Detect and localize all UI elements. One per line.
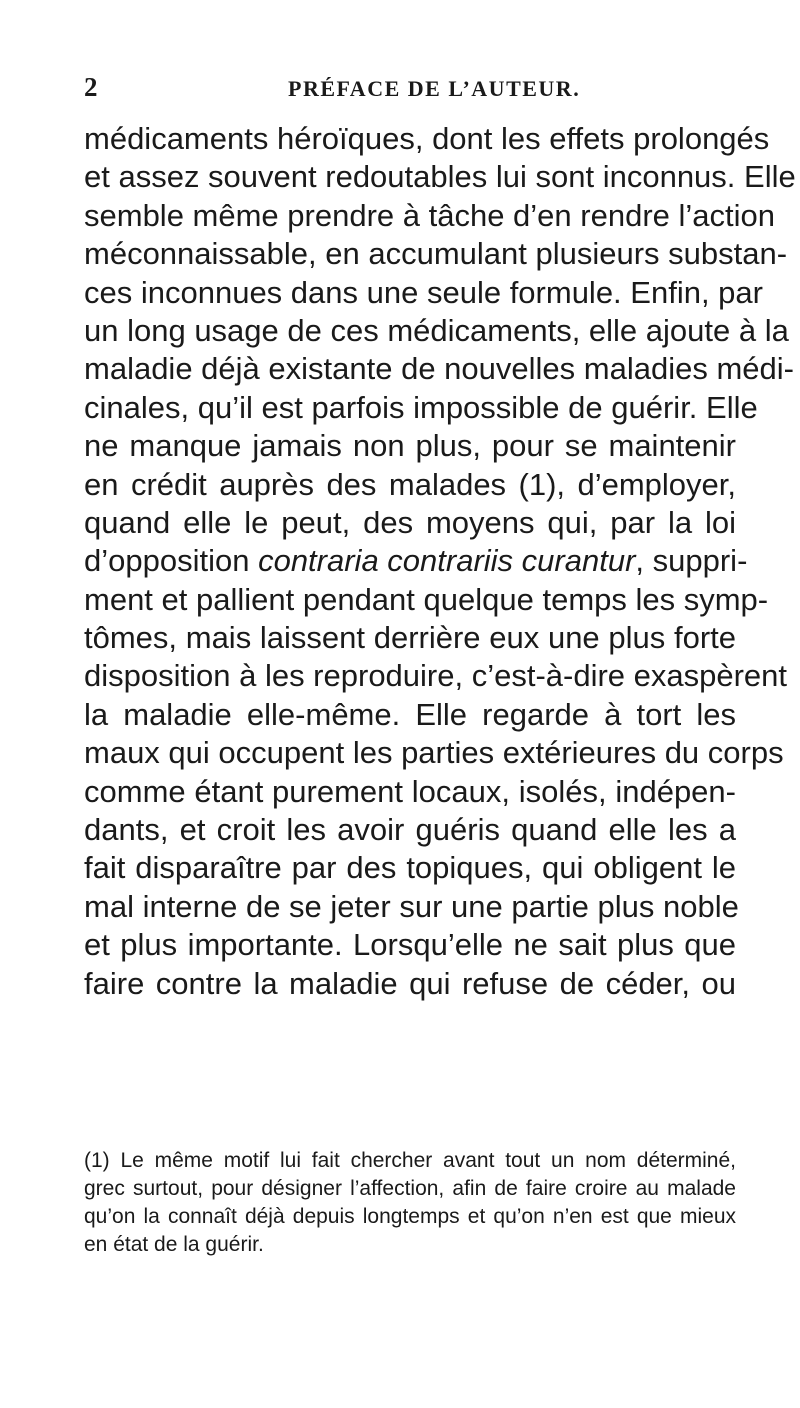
text-line: en crédit auprès des malades (1), d’employer, [84, 466, 736, 502]
text-line: cinales, qu’il est parfois impossible de guérir. Elle [84, 389, 758, 425]
text-line-latin-maxim [84, 542, 748, 580]
text-before-italic: d’opposition [84, 543, 259, 579]
running-title: PRÉFACE DE L’AUTEUR. [288, 76, 581, 101]
text-line: la maladie elle-même. Elle regarde à tort les [84, 696, 736, 732]
text-line: et assez souvent redoutables lui sont inconnus. Elle [84, 159, 796, 195]
page-header [84, 72, 734, 112]
footnote-line: en état de la guérir. [84, 1233, 264, 1256]
text-line: mal interne de se jeter sur une partie plus noble [84, 888, 739, 924]
footnote-line: qu’on la connaît déjà depuis longtemps et qu’on n’en est que mieux [84, 1205, 736, 1228]
text-after-italic: , suppri- [635, 543, 748, 579]
text-line: maux qui occupent les parties extérieures du corps [84, 735, 784, 771]
text-line: méconnaissable, en accumulant plusieurs substan- [84, 236, 788, 272]
text-line: ne manque jamais non plus, pour se maintenir [84, 428, 736, 464]
page-number: 2 [84, 72, 98, 102]
text-line: maladie déjà existante de nouvelles maladies médi- [84, 351, 794, 387]
text-line: médicaments héroïques, dont les effets prolongés [84, 121, 770, 156]
text-line: semble même prendre à tâche d’en rendre l’action [84, 197, 775, 233]
text-line: tômes, mais laissent derrière eux une plus forte [84, 620, 736, 656]
footnote-line: grec surtout, pour désigner l’affection, afin de faire croire au malade [84, 1177, 736, 1200]
text-line: comme étant purement locaux, isolés, indépen- [84, 773, 736, 809]
text-line: fait disparaître par des topiques, qui obligent le [84, 850, 736, 886]
text-line: et plus importante. Lorsqu’elle ne sait plus que [84, 927, 736, 963]
text-line: disposition à les reproduire, c’est-à-dire exaspèrent [84, 658, 788, 694]
text-line: ment et pallient pendant quelque temps les symp- [84, 581, 769, 617]
text-line: ces inconnues dans une seule formule. Enfin, par [84, 274, 763, 310]
footnote [84, 1147, 736, 1259]
text-line: faire contre la maladie qui refuse de céder, ou [84, 965, 736, 1001]
latin-maxim: contraria contrariis curantur [258, 543, 636, 579]
main-text [84, 120, 796, 1003]
text-line: un long usage de ces médicaments, elle ajoute à la [84, 312, 789, 348]
footnote-line: (1) Le même motif lui fait chercher avant tout un nom déterminé, [84, 1149, 736, 1172]
text-line: quand elle le peut, des moyens qui, par la loi [84, 504, 736, 540]
text-line: dants, et croit les avoir guéris quand elle les a [84, 812, 736, 848]
